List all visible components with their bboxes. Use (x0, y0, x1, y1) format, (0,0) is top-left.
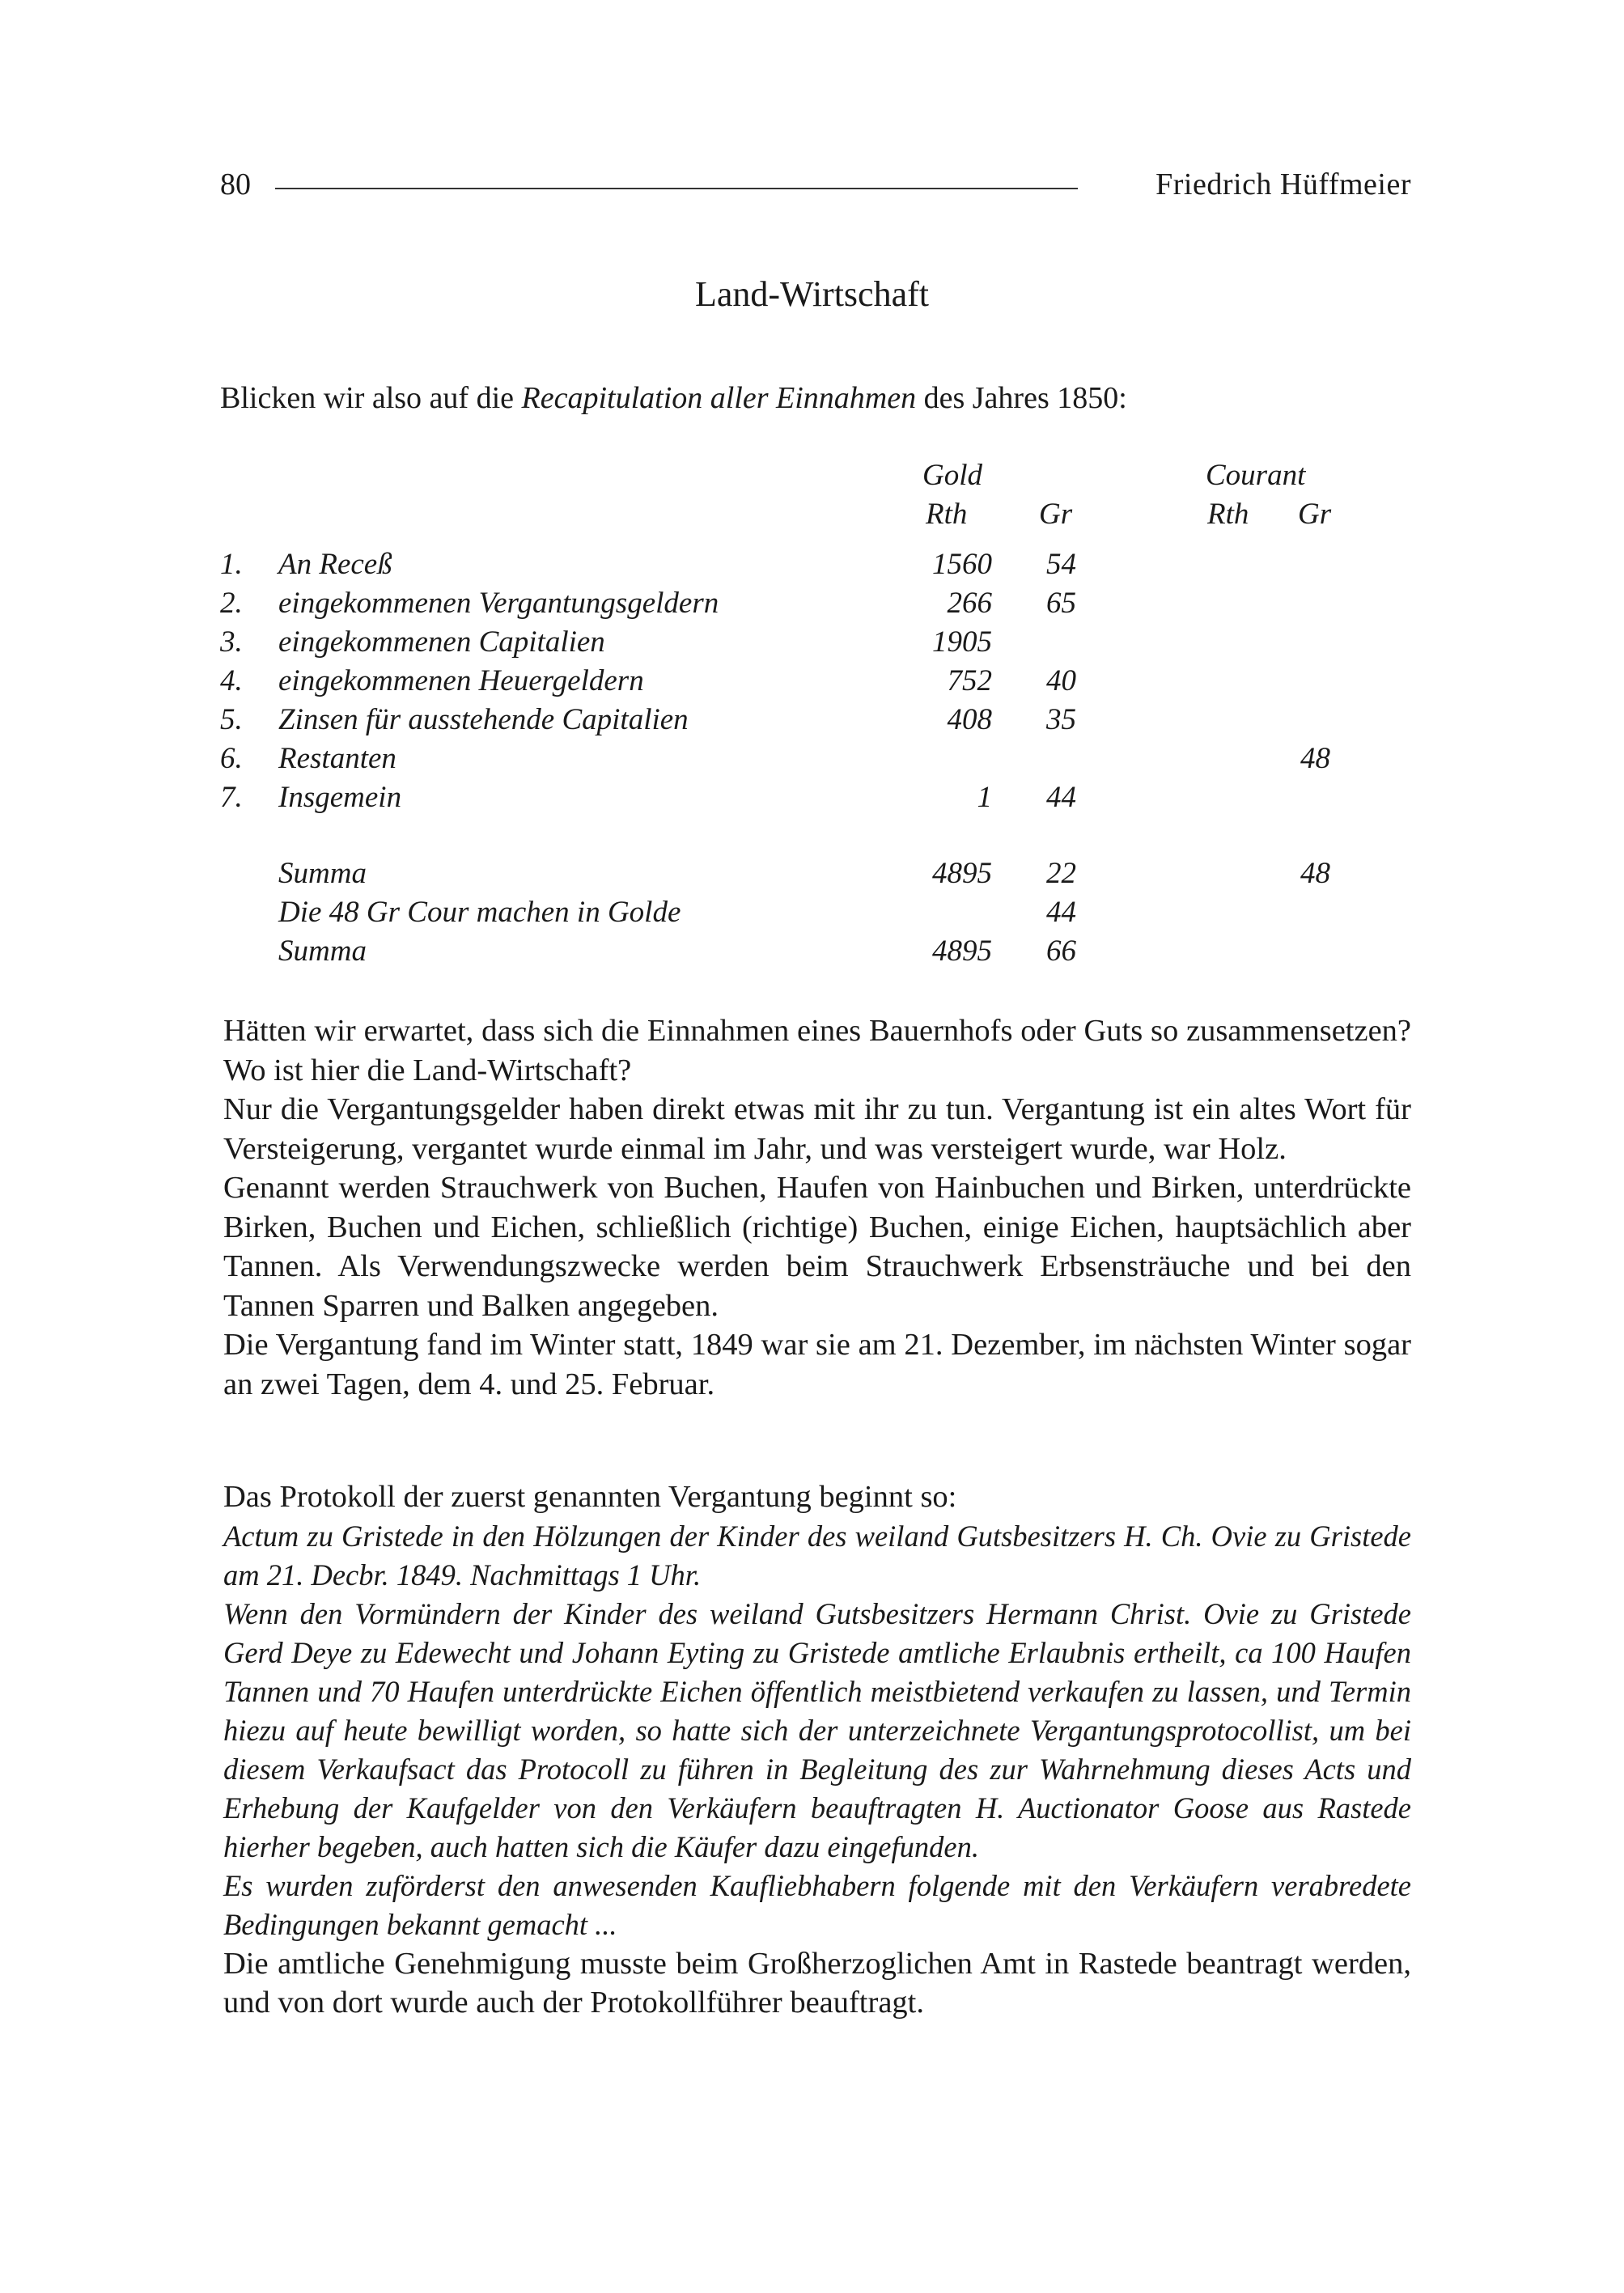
total-gold-gr: 22 (1046, 857, 1076, 890)
total-gold-rth: 4895 (932, 857, 992, 890)
row-gold-gr: 35 (1046, 703, 1076, 736)
row-gold-rth: 408 (947, 703, 992, 736)
row-label: An Receß (278, 548, 392, 581)
row-number: 5. (220, 703, 243, 736)
intro-text-before: Blicken wir also auf die (220, 381, 522, 415)
paragraph: Genannt werden Strauchwerk von Buchen, Haufen von Hainbuchen und Birken, unterdrückte Birken, Buchen und Eichen, schließlich (richtige) Buchen, einige Eichen, hauptsächlich aber Tannen. Als Verwendungszwecke werden beim Strauchwerk Erbsensträuche und bei den Tannen Sparren und Balken angegeben. (223, 1171, 1411, 1323)
row-number: 1. (220, 548, 243, 581)
col-gold-rth: Rth (926, 498, 968, 531)
total-label: Summa (278, 935, 367, 968)
total-label: Die 48 Gr Cour machen in Golde (278, 896, 681, 929)
intro-text-italic: Recapitulation aller Einnahmen (521, 381, 917, 415)
total-courant-gr: 48 (1300, 857, 1330, 890)
row-number: 3. (220, 625, 243, 659)
total-gold-gr: 66 (1046, 935, 1076, 968)
paragraph: Nur die Vergantungsgelder haben direkt etwas mit ihr zu tun. Vergantung ist ein altes Wort für Versteigerung, vergantet wurde einmal im Jahr, und was versteigert wurde, war Holz. (223, 1092, 1411, 1166)
row-gold-gr: 65 (1046, 587, 1076, 620)
total-gold-rth: 4895 (932, 935, 992, 968)
row-number: 7. (220, 781, 243, 814)
header-rule (275, 188, 1078, 189)
row-gold-rth: 266 (947, 587, 992, 620)
row-gold-gr: 44 (1046, 781, 1076, 814)
col-courant-rth: Rth (1207, 498, 1249, 531)
section-title: Land-Wirtschaft (695, 274, 929, 314)
row-gold-gr: 54 (1046, 548, 1076, 581)
quotation: Actum zu Gristede in den Hölzungen der Kinder des weiland Gutsbesitzers H. Ch. Ovie zu Gristede am 21. Decbr. 1849. Nachmittags 1 Uhr. (223, 1519, 1411, 1592)
col-group-courant: Courant (1206, 459, 1306, 492)
total-label: Summa (278, 857, 367, 890)
row-label: Restanten (278, 742, 396, 775)
running-header-author: Friedrich Hüffmeier (1155, 167, 1411, 201)
quotation: Wenn den Vormündern der Kinder des weiland Gutsbesitzers Hermann Christ. Ovie zu Gristede Gerd Deye zu Edewecht und Johann Eyting zu Gristede amtliche Erlaubnis ertheilt, ca 100 Haufen Tannen und 70 Haufen unterdrückte Eichen öffentlich meistbietend verkaufen zu lassen, und Termin hiezu auf heute bewilligt worden, so hatte sich der unterzeichnete Vergantungsprotocollist, um bei diesem Verkaufsact das Protocoll zu führen in Begleitung des zur Wahrnehmung dieses Acts und Erhebung der Kaufgelder von den Verkäufern beauftragten H. Auctionator Goose aus Rastede hierher begeben, auch hatten sich die Käufer dazu eingefunden. (223, 1596, 1411, 1863)
row-gold-rth: 752 (947, 664, 992, 697)
row-label: Zinsen für ausstehende Capitalien (278, 703, 689, 736)
row-number: 2. (220, 587, 243, 620)
page-number: 80 (220, 167, 251, 201)
paragraph: Die amtliche Genehmigung musste beim Großherzoglichen Amt in Rastede beantragt werden, und von dort wurde auch der Protokollführer beauftragt. (223, 1946, 1411, 2020)
row-label: eingekommenen Capitalien (278, 625, 605, 659)
running-header (220, 167, 1411, 207)
row-number: 4. (220, 664, 243, 697)
paragraph: Hätten wir erwartet, dass sich die Einnahmen eines Bauernhofs oder Guts so zusammensetzen? Wo ist hier die Land-Wirtschaft? (223, 1014, 1411, 1087)
row-gold-rth: 1560 (932, 548, 992, 581)
row-gold-rth: 1 (977, 781, 992, 814)
row-number: 6. (220, 742, 243, 775)
quotation: Es wurden zuförderst den anwesenden Kaufliebhabern folgende mit den Verkäufern verabredete Bedingungen bekannt gemacht ... (223, 1868, 1411, 1941)
row-label: eingekommenen Heuergeldern (278, 664, 644, 697)
row-gold-rth: 1905 (932, 625, 992, 659)
intro-line (220, 380, 1127, 416)
col-courant-gr: Gr (1298, 498, 1332, 531)
body-text-2 (223, 1477, 1411, 2023)
row-courant-gr: 48 (1300, 742, 1330, 775)
col-group-gold: Gold (922, 459, 982, 492)
total-gold-gr: 44 (1046, 896, 1076, 929)
col-gold-gr: Gr (1039, 498, 1073, 531)
row-gold-gr: 40 (1046, 664, 1076, 697)
intro-text-after: des Jahres 1850: (916, 381, 1127, 415)
body-text-1 (223, 1011, 1411, 1404)
row-label: eingekommenen Vergantungsgeldern (278, 587, 719, 620)
paragraph: Die Vergantung fand im Winter statt, 1849 war sie am 21. Dezember, im nächsten Winter sogar an zwei Tagen, dem 4. und 25. Februar. (223, 1328, 1411, 1401)
paragraph: Das Protokoll der zuerst genannten Vergantung beginnt so: (223, 1480, 957, 1514)
row-label: Insgemein (278, 781, 402, 814)
